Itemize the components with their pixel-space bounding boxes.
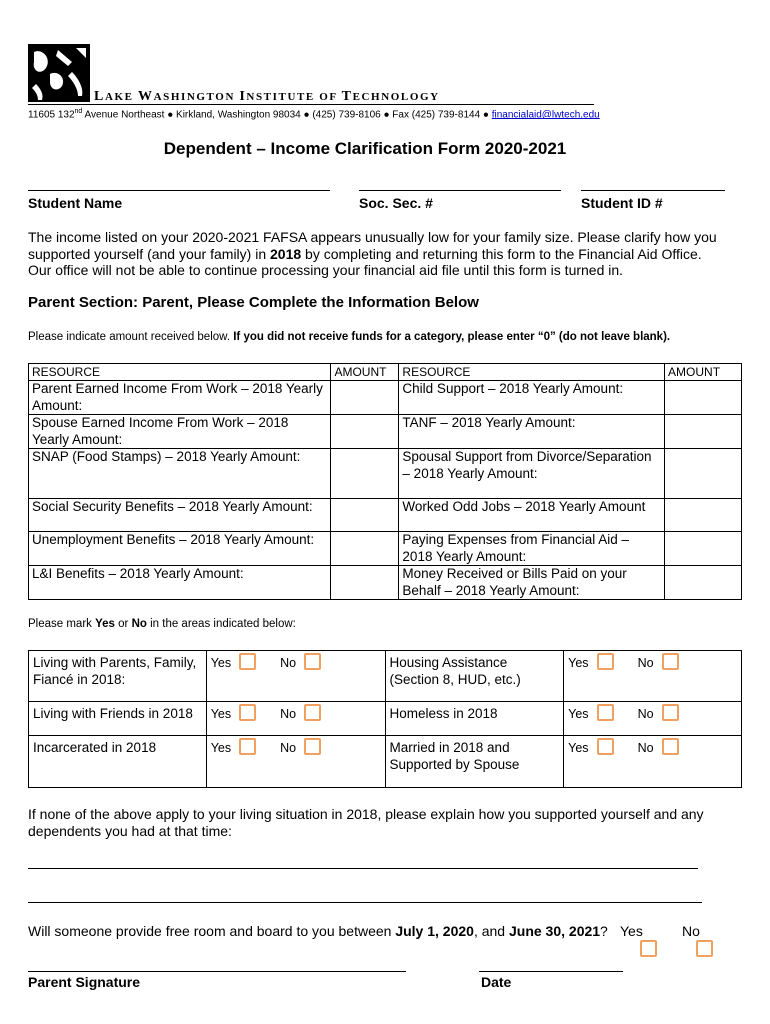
institution-name: LAKE WASHINGTON INSTITUTE OF TECHNOLOGY (94, 89, 440, 104)
amount-field[interactable] (331, 566, 399, 600)
amount-field[interactable] (331, 415, 399, 449)
amount-field[interactable] (331, 499, 399, 532)
situation-label: Homeless in 2018 (385, 702, 564, 736)
header-divider (28, 104, 594, 105)
yes-no-cell (206, 736, 385, 788)
student-name-line[interactable] (28, 190, 330, 191)
amount-field[interactable] (665, 532, 742, 566)
resource-label: Social Security Benefits – 2018 Yearly Amount: (29, 499, 331, 532)
no-label: No (280, 741, 297, 755)
intro-paragraph: The income listed on your 2020-2021 FAFSA appears unusually low for your family size. Please clarify how you supported yourself (and your family) in 2018 by completing and returning this form to the Financial Aid Office. Our office will not be able to continue processing your financial aid file until this form is turned in. (28, 229, 717, 278)
amount-field[interactable] (665, 449, 742, 499)
yes-checkbox[interactable] (239, 704, 256, 721)
parent-signature-label: Parent Signature (28, 974, 141, 990)
resource-label: Spousal Support from Divorce/Separation – 2018 Yearly Amount: (399, 449, 665, 499)
yes-label: Yes (568, 741, 589, 755)
situation-label: Living with Parents, Family, Fiancé in 2018: (29, 651, 207, 702)
resource-table (28, 363, 742, 600)
resource-label: Spouse Earned Income From Work – 2018 Yearly Amount: (29, 415, 331, 449)
yes-checkbox[interactable] (239, 653, 256, 670)
table-row (29, 702, 742, 736)
amount-field[interactable] (331, 532, 399, 566)
resource-label: Unemployment Benefits – 2018 Yearly Amount: (29, 532, 331, 566)
table-row (29, 532, 742, 566)
resource-label: L&I Benefits – 2018 Yearly Amount: (29, 566, 331, 600)
table-row (29, 381, 742, 415)
resource-header: RESOURCE (399, 364, 665, 381)
no-label: No (637, 707, 654, 721)
room-board-no-label: No (682, 923, 700, 939)
resource-label: Paying Expenses from Financial Aid – 2018 Yearly Amount: (399, 532, 665, 566)
resource-label: SNAP (Food Stamps) – 2018 Yearly Amount: (29, 449, 331, 499)
resource-label: Money Received or Bills Paid on your Behalf – 2018 Yearly Amount: (399, 566, 665, 600)
amount-header: AMOUNT (331, 364, 399, 381)
yes-no-cell (564, 736, 742, 788)
room-board-question: Will someone provide free room and board to you between July 1, 2020, and June 30, 2021? (28, 923, 608, 939)
parent-section-heading: Parent Section: Parent, Please Complete the Information Below (28, 294, 479, 311)
situation-label: Incarcerated in 2018 (29, 736, 207, 788)
address-line: 11605 132nd Avenue Northeast ● Kirkland, Washington 98034 ● (425) 739-8106 ● Fax (425) 739-8144 ● financialaid@lwtech.edu (28, 108, 600, 121)
resource-header: RESOURCE (29, 364, 331, 381)
yes-label: Yes (210, 707, 232, 721)
student-id-line[interactable] (581, 190, 725, 191)
yes-checkbox[interactable] (239, 738, 256, 755)
table-row (29, 415, 742, 449)
amount-field[interactable] (665, 566, 742, 600)
yes-checkbox[interactable] (597, 738, 614, 755)
situation-label: Living with Friends in 2018 (29, 702, 207, 736)
amount-field[interactable] (665, 415, 742, 449)
explain-line-2[interactable] (28, 902, 702, 903)
form-title: Dependent – Income Clarification Form 2020-2021 (163, 139, 567, 158)
yes-label: Yes (210, 656, 232, 670)
living-situation-table (28, 650, 742, 788)
resource-header-row (29, 364, 742, 381)
room-board-yes-checkbox[interactable] (640, 940, 657, 957)
yes-label: Yes (568, 656, 589, 670)
situation-label: Married in 2018 and Supported by Spouse (385, 736, 564, 788)
explain-instructions: If none of the above apply to your living situation in 2018, please explain how you supported yourself and any dependents you had at that time: (28, 806, 704, 839)
table-row (29, 449, 742, 499)
resource-label: Parent Earned Income From Work – 2018 Yearly Amount: (29, 381, 331, 415)
no-label: No (280, 707, 297, 721)
no-checkbox[interactable] (662, 738, 679, 755)
no-checkbox[interactable] (304, 653, 321, 670)
lwtech-logo (28, 44, 90, 102)
room-board-yes-label: Yes (620, 923, 643, 939)
ssn-label: Soc. Sec. # (359, 195, 433, 211)
no-label: No (637, 741, 654, 755)
no-checkbox[interactable] (662, 653, 679, 670)
yes-checkbox[interactable] (597, 653, 614, 670)
situation-label: Housing Assistance (Section 8, HUD, etc.) (385, 651, 564, 702)
table-row (29, 736, 742, 788)
no-label: No (280, 656, 297, 670)
explain-line-1[interactable] (28, 868, 698, 869)
table-row (29, 651, 742, 702)
yes-no-cell (564, 702, 742, 736)
resource-label: Child Support – 2018 Yearly Amount: (399, 381, 665, 415)
yes-no-cell (206, 651, 385, 702)
amount-header: AMOUNT (665, 364, 742, 381)
yes-no-cell (206, 702, 385, 736)
parent-signature-line[interactable] (28, 971, 406, 972)
yes-label: Yes (210, 741, 232, 755)
yes-checkbox[interactable] (597, 704, 614, 721)
resource-label: TANF – 2018 Yearly Amount: (399, 415, 665, 449)
yes-no-instructions: Please mark Yes or No in the areas indicated below: (28, 618, 296, 630)
amount-field[interactable] (331, 449, 399, 499)
email-link[interactable]: financialaid@lwtech.edu (491, 109, 600, 121)
resource-label: Worked Odd Jobs – 2018 Yearly Amount (399, 499, 665, 532)
amount-field[interactable] (665, 381, 742, 415)
no-label: No (637, 656, 654, 670)
amount-field[interactable] (331, 381, 399, 415)
date-line[interactable] (479, 971, 623, 972)
amount-instructions: Please indicate amount received below. If you did not receive funds for a category, please enter “0” (do not leave blank). (28, 331, 671, 343)
student-id-label: Student ID # (581, 195, 663, 211)
ssn-line[interactable] (359, 190, 561, 191)
yes-label: Yes (568, 707, 589, 721)
table-row (29, 499, 742, 532)
yes-no-cell (564, 651, 742, 702)
table-row (29, 566, 742, 600)
no-checkbox[interactable] (662, 704, 679, 721)
amount-field[interactable] (665, 499, 742, 532)
room-board-no-checkbox[interactable] (696, 940, 713, 957)
student-name-label: Student Name (28, 195, 123, 211)
no-checkbox[interactable] (304, 704, 321, 721)
date-label: Date (481, 974, 512, 990)
no-checkbox[interactable] (304, 738, 321, 755)
